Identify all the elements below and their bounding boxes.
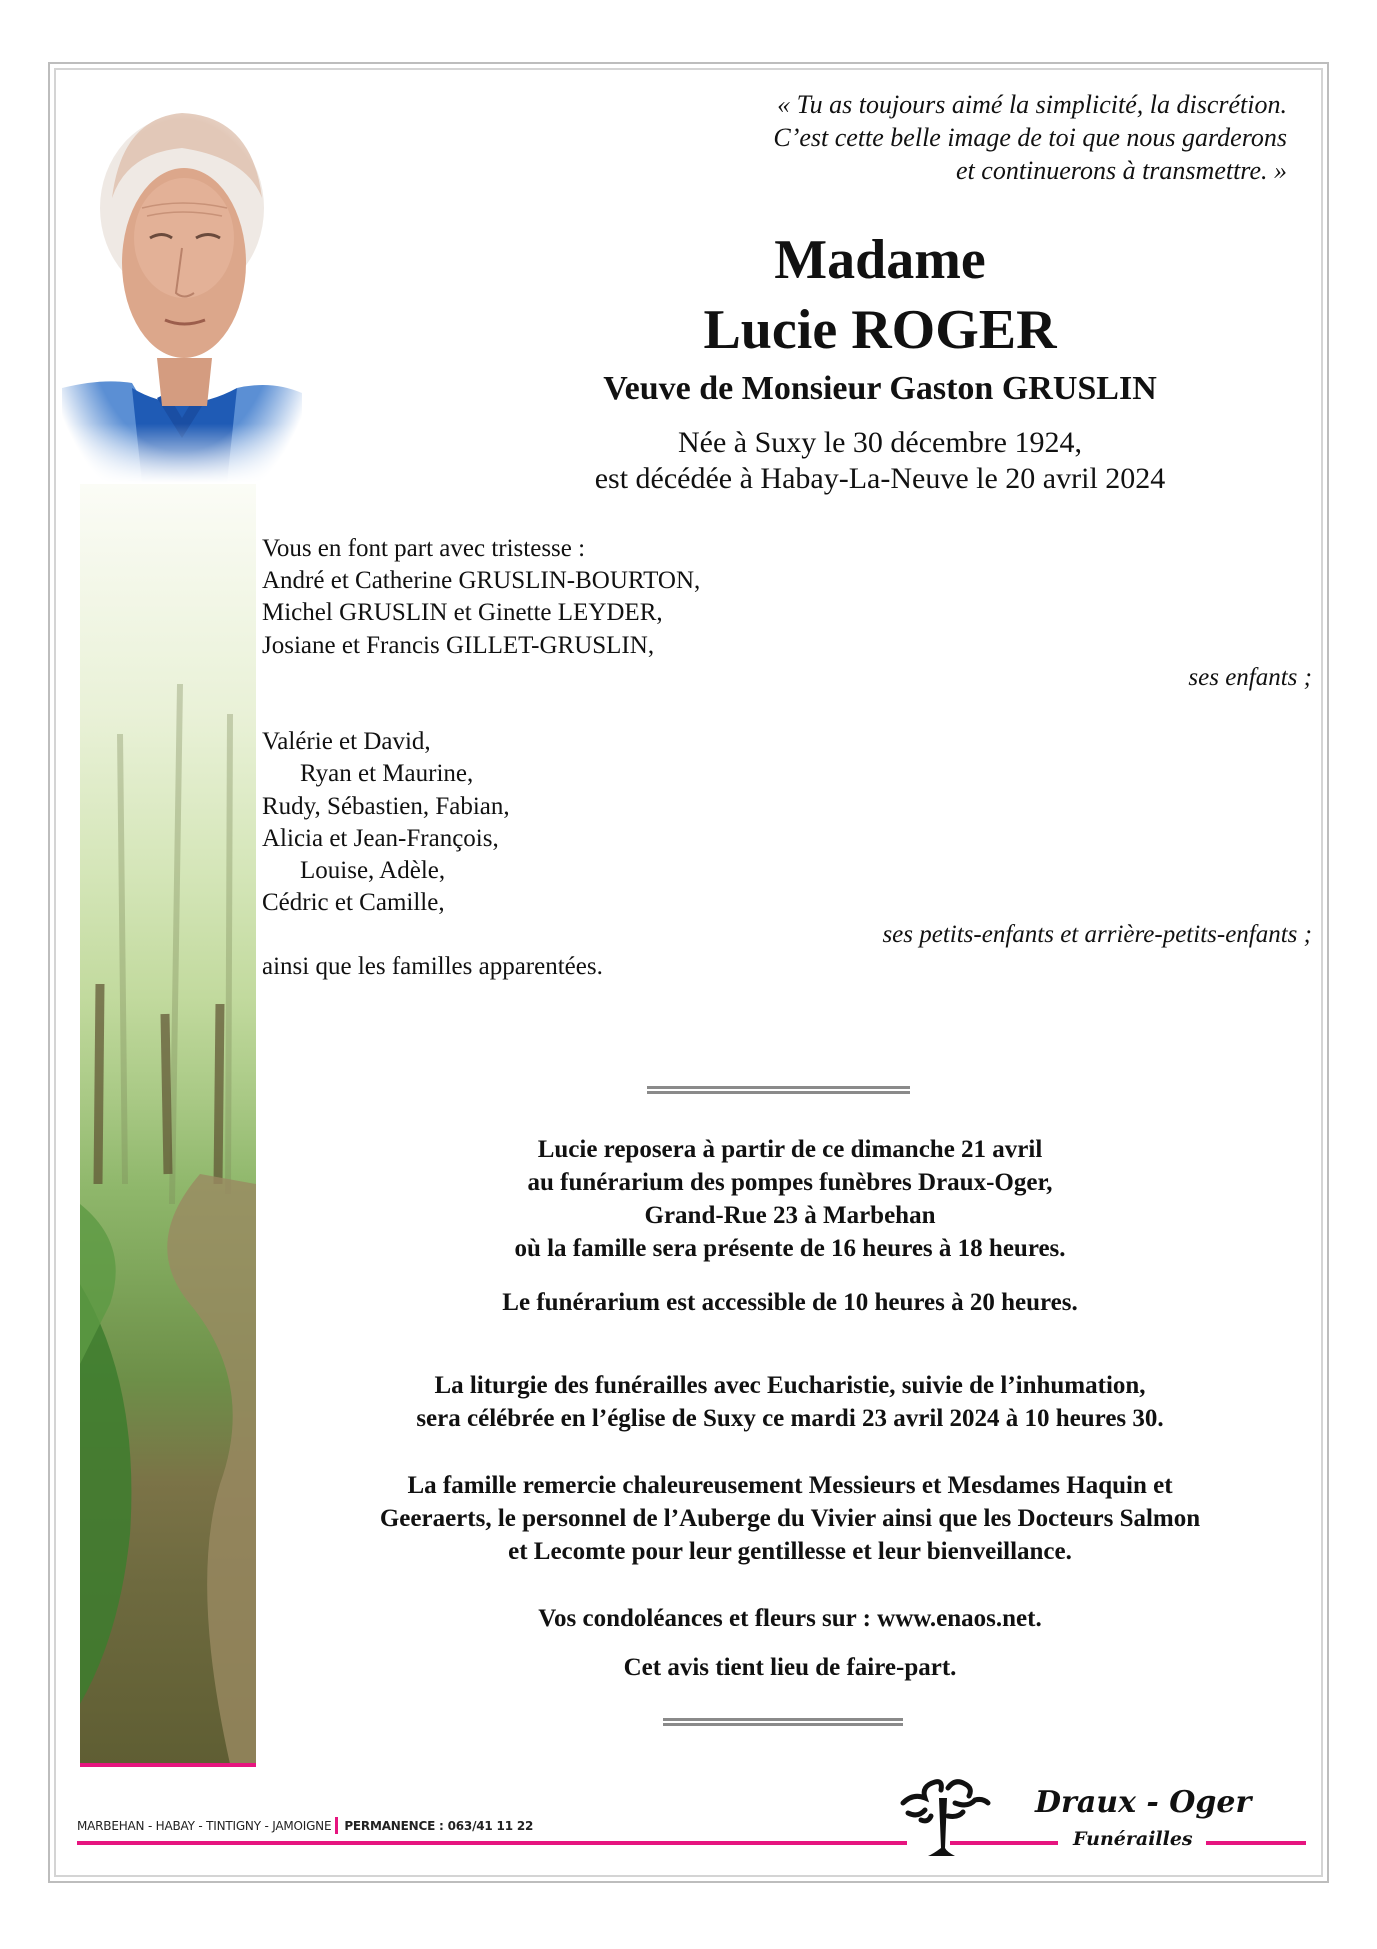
spacer [262,694,1312,726]
footer-locations: MARBEHAN - HABAY - TINTIGNY - JAMOIGNE [77,1819,332,1833]
footer-accent-line [1206,1841,1306,1845]
double-divider [647,1086,910,1094]
info-line: Grand-Rue 23 à Marbehan [644,1202,936,1229]
family-member: Valérie et David, [262,728,431,756]
info-line: La famille remercie chaleureusement Messieurs et Mesdames Haquin et [407,1472,1173,1499]
family-member: Louise, Adèle, [300,856,446,884]
double-divider [663,1718,903,1726]
forest-path-image [80,484,256,1764]
quote-line: « Tu as toujours aimé la simplicité, la discrétion. [777,90,1287,119]
funerarium-hours: Le funérarium est accessible de 10 heures à 20 heures. [502,1289,1078,1316]
family-member: Ryan et Maurine, [300,760,474,788]
logo-tagline: Funérailles [1073,1828,1193,1850]
spouse-line: Veuve de Monsieur Gaston GRUSLIN [603,370,1157,407]
family-member: Alicia et Jean-François, [262,824,499,852]
family-member: André et Catherine GRUSLIN-BOURTON, [262,567,701,595]
family-member: Michel GRUSLIN et Ginette LEYDER, [262,599,663,627]
family-member: Josiane et Francis GILLET-GRUSLIN, [262,631,655,659]
info-line: La liturgie des funérailles avec Eucharistie, suivie de l’inhumation, [434,1372,1146,1399]
footer-permanence: PERMANENCE : 063/41 11 22 [344,1819,534,1833]
epitaph-quote [587,88,1287,187]
info-line: Geeraerts, le personnel de l’Auberge du Vivier ainsi que les Docteurs Salmon [379,1505,1201,1532]
life-dates [490,425,1270,497]
quote-line: C’est cette belle image de toi que nous garderons [773,123,1287,152]
info-line: sera célébrée en l’église de Suxy ce mardi 23 avril 2024 à 10 heures 30. [416,1405,1164,1432]
family-list [262,533,1312,984]
info-line: au funérarium des pompes funèbres Draux-Oger, [527,1169,1053,1196]
visitation-info [260,1133,1320,1265]
quote-line: et continuerons à transmettre. » [956,156,1287,185]
tree-logo-icon [893,1768,993,1858]
notice-line: Cet avis tient lieu de faire-part. [623,1654,957,1681]
info-line: et Lecomte pour leur gentillesse et leur bienveillance. [508,1538,1072,1565]
logo-brand-name: Draux - Oger [1035,1785,1252,1820]
family-member: Rudy, Sébastien, Fabian, [262,792,510,820]
condolences-link[interactable]: Vos condoléances et fleurs sur : www.enaos.net. [538,1605,1042,1632]
liturgy-info [260,1369,1320,1435]
family-member: Cédric et Camille, [262,889,445,917]
birth-line: Née à Suxy le 30 décembre 1924, [677,426,1083,459]
grandchildren-label: ses petits-enfants et arrière-petits-enfants ; [882,921,1312,949]
deceased-name: Lucie ROGER [703,299,1057,361]
honorific: Madame [774,229,986,291]
family-intro: Vous en font part avec tristesse : [262,535,586,562]
children-label: ses enfants ; [1188,663,1312,691]
footer-accent-line [77,1841,907,1845]
thanks-info [260,1469,1320,1568]
footer-info [77,1817,533,1834]
forest-underline [80,1763,256,1767]
portrait-photo [62,88,302,483]
footer-separator [335,1817,338,1834]
info-line: où la famille sera présente de 16 heures à 18 heures. [514,1235,1066,1262]
death-line: est décédée à Habay-La-Neuve le 20 avril 2024 [594,462,1166,495]
info-line: Lucie reposera à partir de ce dimanche 21 avril [537,1136,1043,1163]
family-closing: ainsi que les familles apparentées. [262,953,603,981]
